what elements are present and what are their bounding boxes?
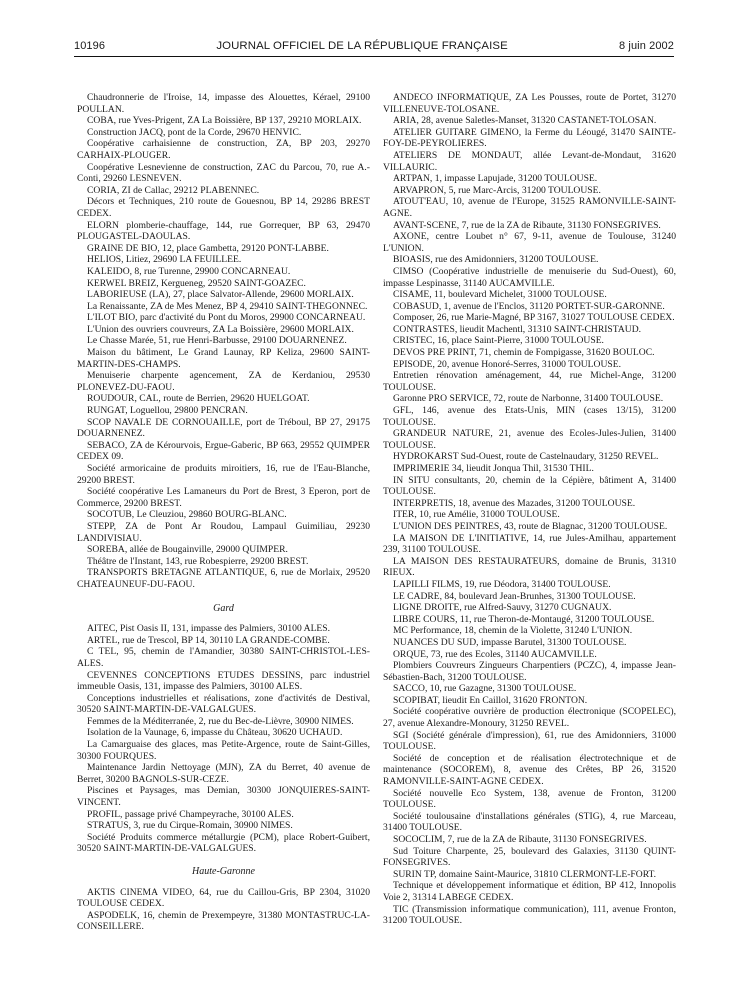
directory-entry: KALEIDO, 8, rue Turenne, 29900 CONCARNEAU. bbox=[87, 265, 291, 277]
directory-entry: ATELIER GUITARE GIMENO, la Ferme du Léougé, 31470 SAINTE-FOY-DE-PEYROLIERES. bbox=[383, 126, 676, 150]
directory-entry: SGI (Société générale d'impression), 61, rue des Amidonniers, 31000 TOULOUSE. bbox=[383, 729, 676, 753]
directory-entry: IN SITU consultants, 20, chemin de la Cépière, bâtiment A, 31400 TOULOUSE. bbox=[383, 474, 676, 498]
directory-entry: ITER, 10, rue Amélie, 31000 TOULOUSE. bbox=[393, 509, 560, 521]
entries-finistere bbox=[77, 92, 370, 591]
left-column bbox=[77, 92, 370, 933]
directory-entry: Conceptions industrielles et réalisations, zone d'activités de Destival, 30520 SAINT-MARTIN-DE-VALGALGUES. bbox=[77, 692, 370, 716]
directory-entry: SOCOTUB, Le Cleuziou, 29860 BOURG-BLANC. bbox=[87, 509, 287, 521]
directory-entry: Garonne PRO SERVICE, 72, route de Narbonne, 31400 TOULOUSE. bbox=[393, 393, 664, 405]
directory-entry: Société armoricaine de produits miroitiers, 16, rue de l'Eau-Blanche, 29200 BREST. bbox=[77, 463, 370, 486]
directory-entry: LE CADRE, 84, boulevard Jean-Brunhes, 31300 TOULOUSE. bbox=[393, 590, 636, 602]
directory-entry: ARIA, 28, avenue Saletles-Manset, 31320 CASTANET-TOLOSAN. bbox=[393, 115, 657, 127]
directory-entry: Chaudronnerie de l'Iroise, 14, impasse des Alouettes, Kérael, 29100 POULLAN. bbox=[77, 92, 370, 115]
directory-entry: Isolation de la Vaunage, 6, impasse du Château, 30620 UCHAUD. bbox=[87, 727, 343, 739]
entries-haute-garonne bbox=[77, 887, 370, 933]
directory-entry: Société Produits commerce métallurgie (PCM), place Robert-Guibert, 30520 SAINT-MARTIN-DE-VALGALGUES. bbox=[77, 831, 370, 855]
directory-entry: ARTEL, rue de Trescol, BP 14, 30110 LA GRANDE-COMBE. bbox=[87, 634, 330, 646]
directory-entry: AITEC, Pist Oasis II, 131, impasse des Palmiers, 30100 ALES. bbox=[87, 623, 331, 635]
directory-entry: Technique et développement informatique et édition, BP 412, Innopolis Voie 2, 31314 LABEGE CEDEX. bbox=[383, 880, 676, 903]
directory-entry: KERWEL BREIZ, Kergueneg, 29520 SAINT-GOAZEC. bbox=[87, 277, 306, 289]
directory-entry: MC Performance, 18, chemin de la Violette, 31240 L'UNION. bbox=[393, 625, 633, 637]
directory-entry: Femmes de la Méditerranée, 2, rue du Bec-de-Lièvre, 30900 NIMES. bbox=[87, 715, 354, 727]
directory-entry: LIGNE DROITE, rue Alfred-Sauvy, 31270 CUGNAUX. bbox=[393, 602, 612, 614]
directory-entry: Composer, 26, rue Marie-Magné, BP 3167, 31027 TOULOUSE CEDEX. bbox=[393, 312, 675, 324]
directory-entry: ARTPAN, 1, impasse Lapujade, 31200 TOULOUSE. bbox=[393, 173, 598, 185]
directory-entry: Maison du bâtiment, Le Grand Launay, RP Keliza, 29600 SAINT-MARTIN-DES-CHAMPS. bbox=[77, 347, 370, 370]
directory-entry: Construction JACQ, pont de la Corde, 29670 HENVIC. bbox=[87, 126, 302, 138]
directory-entry: Sud Toiture Charpente, 25, boulevard des Galaxies, 31130 QUINT-FONSEGRIVES. bbox=[383, 845, 676, 869]
directory-entry: GRAINE DE BIO, 12, place Gambetta, 29120 PONT-LABBE. bbox=[87, 242, 329, 254]
section-title-gard: Gard bbox=[213, 602, 234, 614]
directory-entry: LABORIEUSE (LA), 27, place Salvator-Allende, 29600 MORLAIX. bbox=[87, 289, 354, 301]
directory-entry: HELIOS, Litiez, 29690 LA FEUILLEE. bbox=[87, 254, 242, 266]
directory-entry: CEVENNES CONCEPTIONS ETUDES DESSINS, parc industriel immeuble Oasis, 131, impasse des Palmiers, 30100 ALES. bbox=[77, 669, 370, 693]
page-number: 10196 bbox=[74, 40, 106, 52]
directory-entry: Société coopérative Les Lamaneurs du Port de Brest, 3 Eperon, port de Commerce, 29200 BREST. bbox=[77, 486, 370, 509]
directory-entry: La Camarguaise des glaces, mas Petite-Argence, route de Saint-Gilles, 30300 FOURQUES. bbox=[77, 739, 370, 762]
directory-entry: ATOUT'EAU, 10, avenue de l'Europe, 31525 RAMONVILLE-SAINT-AGNE. bbox=[383, 196, 676, 219]
directory-entry: Décors et Techniques, 210 route de Gouesnou, BP 14, 29286 BREST CEDEX. bbox=[77, 196, 370, 219]
directory-entry: AXONE, centre Loubet n° 67, 9-11, avenue de Toulouse, 31240 L'UNION. bbox=[383, 231, 676, 254]
directory-entry: ELORN plomberie-chauffage, 144, rue Gorrequer, BP 63, 29470 PLOUGASTEL-DAOULAS. bbox=[77, 219, 370, 243]
directory-entry: TIC (Transmission informatique communication), 111, avenue Fronton, 31200 TOULOUSE. bbox=[383, 903, 676, 927]
publication-date: 8 juin 2002 bbox=[619, 40, 674, 52]
directory-entry: Menuiserie charpente agencement, ZA de Kerdaniou, 29530 PLONEVEZ-DU-FAOU. bbox=[77, 370, 370, 393]
directory-entry: ROUDOUR, CAL, route de Berrien, 29620 HUELGOAT. bbox=[87, 393, 310, 405]
directory-entry: ARVAPRON, 5, rue Marc-Arcis, 31200 TOULOUSE. bbox=[393, 184, 601, 196]
journal-title: JOURNAL OFFICIEL DE LA RÉPUBLIQUE FRANÇAISE bbox=[216, 40, 508, 52]
section-title-haute-garonne: Haute-Garonne bbox=[192, 866, 255, 877]
directory-entry: ASPODELK, 16, chemin de Prexempeyre, 31380 MONTASTRUC-LA-CONSEILLERE. bbox=[77, 909, 370, 933]
directory-entry: CIMSO (Coopérative industrielle de menuiserie du Sud-Ouest), 60, impasse Lespinasse, 31140 AUCAMVILLE. bbox=[383, 265, 676, 289]
directory-entry: AKTIS CINEMA VIDEO, 64, rue du Caillou-Gris, BP 2304, 31020 TOULOUSE CEDEX. bbox=[77, 886, 370, 910]
directory-entry: AVANT-SCENE, 7, rue de la ZA de Ribaute, 31130 FONSEGRIVES. bbox=[393, 219, 661, 231]
directory-entry: PROFIL, passage privé Champeyrache, 30100 ALES. bbox=[87, 808, 294, 820]
directory-entry: RUNGAT, Loguellou, 29800 PENCRAN. bbox=[87, 405, 248, 417]
directory-entry: STEPP, ZA de Pont Ar Roudou, Lampaul Guimiliau, 29230 LANDIVISIAU. bbox=[77, 520, 370, 544]
directory-entry: LA MAISON DES RESTAURATEURS, domaine de Brunis, 31310 RIEUX. bbox=[383, 555, 676, 579]
directory-entry: LAPILLI FILMS, 19, rue Déodora, 31400 TOULOUSE. bbox=[393, 578, 611, 590]
directory-entry: SCOPIBAT, lieudit En Caillol, 31620 FRONTON. bbox=[393, 694, 588, 706]
page-header bbox=[74, 38, 674, 52]
directory-entry: Maintenance Jardin Nettoyage (MJN), ZA du Berret, 40 avenue de Berret, 30200 BAGNOLS-SUR-CEZE. bbox=[77, 762, 370, 785]
directory-entry: Société de conception et de réalisation électrotechnique et de maintenance (SOCOREM), 8, avenue des Crêtes, BP 26, 31520 RAMONVILLE-SAINT-AGNE CEDEX. bbox=[383, 752, 676, 788]
directory-entry: Société toulousaine d'installations générales (STIG), 4, rue Marceau, 31400 TOULOUSE. bbox=[383, 810, 676, 834]
directory-entry: L'UNION DES PEINTRES, 43, route de Blagnac, 31200 TOULOUSE. bbox=[393, 520, 668, 532]
directory-entry: CRISTEC, 16, place Saint-Pierre, 31000 TOULOUSE. bbox=[393, 335, 604, 347]
entries-gard bbox=[77, 623, 370, 855]
directory-entry: Société coopérative ouvrière de production électronique (SCOPELEC), 27, avenue Alexandre-Monoury, 31250 REVEL. bbox=[383, 706, 676, 730]
right-column bbox=[383, 92, 676, 927]
directory-entry: SEBACO, ZA de Kérourvois, Ergue-Gaberic, BP 663, 29552 QUIMPER CEDEX 09. bbox=[77, 439, 370, 463]
directory-entry: DEVOS PRE PRINT, 71, chemin de Fompigasse, 31620 BOULOC. bbox=[393, 347, 655, 359]
directory-entry: IMPRIMERIE 34, lieudit Jonqua Thil, 31530 THIL. bbox=[393, 463, 594, 474]
directory-entry: NUANCES DU SUD, impasse Barutel, 31300 TOULOUSE. bbox=[393, 636, 627, 648]
directory-entry: BIOASIS, rue des Amidonniers, 31200 TOULOUSE. bbox=[393, 254, 599, 266]
directory-entry: ANDECO INFORMATIQUE, ZA Les Pousses, route de Portet, 31270 VILLENEUVE-TOLOSANE. bbox=[383, 92, 676, 115]
directory-entry: CONTRASTES, lieudit Machentl, 31310 SAINT-CHRISTAUD. bbox=[393, 323, 642, 335]
directory-entry: Plombiers Couvreurs Zingueurs Charpentiers (PCZC), 4, impasse Jean-Sébastien-Bach, 31200 TOULOUSE. bbox=[383, 660, 676, 683]
directory-entry: SOREBA, allée de Bougainville, 29000 QUIMPER. bbox=[87, 544, 288, 556]
directory-entry: COBA, rue Yves-Prigent, ZA La Boissière, BP 137, 29210 MORLAIX. bbox=[87, 115, 362, 127]
directory-entry: Société nouvelle Eco System, 138, avenue de Fronton, 31200 TOULOUSE. bbox=[383, 787, 676, 811]
directory-entry: L'Union des ouvriers couvreurs, ZA La Boissière, 29600 MORLAIX. bbox=[87, 323, 354, 335]
directory-entry: L'ILOT BIO, parc d'activité du Pont du Moros, 29900 CONCARNEAU. bbox=[87, 312, 366, 324]
directory-entry: SURIN TP, domaine Saint-Maurice, 31810 CLERMONT-LE-FORT. bbox=[393, 868, 657, 880]
directory-entry: TRANSPORTS BRETAGNE ATLANTIQUE, 6, rue de Morlaix, 29520 CHATEAUNEUF-DU-FAOU. bbox=[77, 567, 370, 590]
directory-entry: ORQUE, 73, rue des Ecoles, 31140 AUCAMVILLE. bbox=[393, 648, 597, 660]
directory-entry: Théâtre de l'Instant, 143, rue Robespierre, 29200 BREST. bbox=[87, 555, 309, 567]
directory-entry: C TEL, 95, chemin de l'Amandier, 30380 SAINT-CHRISTOL-LES-ALES. bbox=[77, 646, 370, 669]
directory-entry: Entretien rénovation aménagement, 44, rue Michel-Ange, 31200 TOULOUSE. bbox=[383, 370, 676, 393]
entries-haute-garonne-continued bbox=[383, 92, 676, 927]
directory-entry: LA MAISON DE L'INITIATIVE, 14, rue Jules-Amilhau, appartement 239, 31100 TOULOUSE. bbox=[383, 532, 676, 556]
directory-entry: INTERPRETIS, 18, avenue des Mazades, 31200 TOULOUSE. bbox=[393, 497, 636, 509]
directory-entry: STRATUS, 3, rue du Cirque-Romain, 30900 NIMES. bbox=[87, 820, 293, 832]
header-rule bbox=[74, 56, 674, 57]
directory-entry: CORIA, ZI de Callac, 29212 PLABENNEC. bbox=[87, 184, 260, 196]
directory-entry: La Renaissante, ZA de Mes Menez, BP 4, 29410 SAINT-THEGONNEC. bbox=[87, 300, 368, 312]
directory-entry: Coopérative carhaisienne de construction, ZA, BP 203, 29270 CARHAIX-PLOUGER. bbox=[77, 138, 370, 161]
directory-entry: HYDROKARST Sud-Ouest, route de Castelnaudary, 31250 REVEL. bbox=[393, 451, 659, 463]
directory-entry: Coopérative Lesnevienne de construction, ZAC du Parcou, 70, rue A.-Conti, 29260 LESNEVEN. bbox=[77, 161, 370, 185]
directory-entry: SOCOCLIM, 7, rue de la ZA de Ribaute, 31130 FONSEGRIVES. bbox=[393, 834, 647, 845]
directory-entry: EPISODE, 20, avenue Honoré-Serres, 31000 TOULOUSE. bbox=[393, 358, 621, 370]
directory-entry: GFL, 146, avenue des Etats-Unis, MIN (cases 13/15), 31200 TOULOUSE. bbox=[383, 405, 676, 428]
directory-entry: Le Chasse Marée, 51, rue Henri-Barbusse, 29100 DOUARNENEZ. bbox=[87, 335, 347, 347]
directory-entry: COBASUD, 1, avenue de l'Enclos, 31120 PORTET-SUR-GARONNE. bbox=[393, 300, 665, 312]
directory-entry: SACCO, 10, rue Gazagne, 31300 TOULOUSE. bbox=[393, 683, 577, 695]
directory-entry: GRANDEUR NATURE, 21, avenue des Ecoles-Jules-Julien, 31400 TOULOUSE. bbox=[383, 428, 676, 451]
directory-entry: SCOP NAVALE DE CORNOUAILLE, port de Tréboul, BP 27, 29175 DOUARNENEZ. bbox=[77, 416, 370, 440]
directory-entry: Piscines et Paysages, mas Demian, 30300 JONQUIERES-SAINT-VINCENT. bbox=[77, 785, 370, 809]
directory-entry: LIBRE COURS, 11, rue Theron-de-Montaugé, 31200 TOULOUSE. bbox=[393, 613, 655, 625]
directory-entry: ATELIERS DE MONDAUT, allée Levant-de-Mondaut, 31620 VILLAURIC. bbox=[383, 149, 676, 173]
directory-entry: CISAME, 11, boulevard Michelet, 31000 TOULOUSE. bbox=[393, 289, 607, 301]
